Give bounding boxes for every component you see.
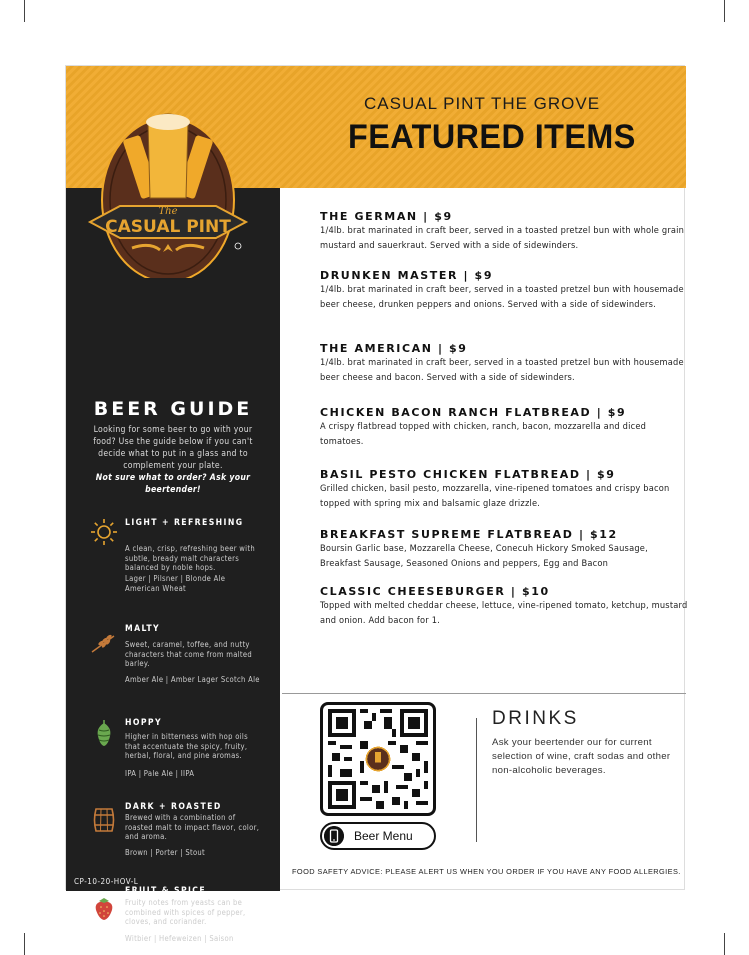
crop-mark bbox=[724, 933, 725, 955]
logo-the-text: The bbox=[158, 206, 178, 217]
menu-item bbox=[320, 210, 690, 253]
crop-mark bbox=[724, 0, 725, 22]
category-examples: Amber Ale | Amber Lager Scotch Ale bbox=[125, 675, 260, 684]
food-safety-notice: FOOD SAFETY ADVICE: PLEASE ALERT US WHEN YOU ORDER IF YOU HAVE ANY FOOD ALLERGIES. bbox=[292, 867, 681, 876]
drinks-divider bbox=[476, 718, 477, 842]
category-name: DARK + ROASTED bbox=[125, 802, 222, 812]
category-description: A clean, crisp, refreshing beer with subtle, bready malt characters balanced by noble hops. bbox=[125, 544, 255, 573]
menu-item-description: Grilled chicken, basil pesto, mozzarella, vine-ripened tomatoes and crispy bacon topped with spring mix and balsamic glaze drizzle. bbox=[320, 483, 670, 509]
beer-guide-ask-text: Not sure what to order? Ask your beertender! bbox=[95, 473, 251, 495]
beer-category-light bbox=[90, 518, 270, 598]
menu-item bbox=[320, 585, 690, 628]
qr-code-icon bbox=[327, 709, 429, 809]
category-examples: Brown | Porter | Stout bbox=[125, 848, 206, 857]
beer-guide-sidebar bbox=[66, 188, 280, 943]
menu-item-description: 1/4lb. brat marinated in craft beer, served in a toasted pretzel bun with housemade beer cheese and bacon. Served with a side of sidewinders. bbox=[320, 357, 684, 383]
menu-item-title: CLASSIC CHEESEBURGER | $10 bbox=[320, 585, 550, 598]
beer-guide-intro-text: Looking for some beer to go with your food? Use the guide below if you can't decide what to put in a glass and to complement your plate. bbox=[93, 425, 253, 471]
menu-item-title: DRUNKEN MASTER | $9 bbox=[320, 269, 494, 282]
category-name: HOPPY bbox=[125, 718, 162, 728]
location-name: CASUAL PINT THE GROVE bbox=[364, 94, 601, 113]
document-code: CP-10-20-HOV-L bbox=[74, 877, 139, 886]
menu-item-title: BREAKFAST SUPREME FLATBREAD | $12 bbox=[320, 528, 618, 541]
menu-item bbox=[320, 406, 690, 449]
menu-item-description: Boursin Garlic base, Mozzarella Cheese, Conecuh Hickory Smoked Sausage, Breakfast Sausage, Seasoned Onions and peppers, Egg and Bacon bbox=[320, 543, 648, 569]
menu-item bbox=[320, 342, 690, 385]
beer-menu-label: Beer Menu bbox=[354, 829, 413, 843]
beer-menu-button[interactable] bbox=[320, 822, 436, 850]
section-divider bbox=[282, 693, 686, 694]
logo-brand-text: CASUAL PINT bbox=[105, 217, 231, 237]
beer-category-dark bbox=[90, 802, 270, 862]
category-examples: Lager | Pilsner | Blonde Ale American Wheat bbox=[125, 574, 226, 593]
menu-item-title: THE GERMAN | $9 bbox=[320, 210, 453, 223]
category-examples: Witbier | Hefeweizen | Saison bbox=[125, 934, 234, 943]
wheat-icon bbox=[90, 628, 118, 656]
beer-guide-title: BEER GUIDE bbox=[93, 398, 253, 420]
category-description: Higher in bitterness with hop oils that accentuate the spicy, fruity, herbal, floral, and pine aromas. bbox=[125, 732, 248, 761]
category-name: MALTY bbox=[125, 624, 161, 634]
hop-icon bbox=[90, 720, 118, 748]
menu-item bbox=[320, 528, 690, 571]
category-description: Brewed with a combination of roasted malt to impact flavor, color, and aroma. bbox=[125, 813, 260, 842]
beer-category-hoppy bbox=[90, 718, 270, 778]
menu-item-title: BASIL PESTO CHICKEN FLATBREAD | $9 bbox=[320, 468, 616, 481]
category-name: FRUIT & SPICE bbox=[125, 886, 207, 896]
menu-item-description: 1/4lb. brat marinated in craft beer, served in a toasted pretzel bun with whole grain mustard and sauerkraut. Served with a side of sidewinders. bbox=[320, 225, 685, 251]
category-description: Fruity notes from yeasts can be combined with spices of pepper, cloves, and coriander. bbox=[125, 898, 246, 927]
beer-category-malty bbox=[90, 624, 270, 694]
sun-icon bbox=[90, 518, 118, 546]
menu-item bbox=[320, 269, 690, 312]
menu-page bbox=[65, 65, 688, 943]
beer-menu-qr-code[interactable] bbox=[320, 702, 436, 816]
menu-item-title: THE AMERICAN | $9 bbox=[320, 342, 468, 355]
beer-category-fruit bbox=[90, 886, 270, 946]
barrel-icon bbox=[90, 806, 118, 834]
phone-icon bbox=[324, 826, 344, 846]
drinks-description: Ask your beertender our for current selection of wine, craft sodas and other non-alcoholic beverages. bbox=[492, 737, 671, 776]
crop-mark bbox=[24, 933, 25, 955]
page-title: FEATURED ITEMS bbox=[348, 118, 636, 156]
category-description: Sweet, caramel, toffee, and nutty characters that come from malted barley. bbox=[125, 640, 253, 669]
beer-guide-intro bbox=[88, 424, 258, 496]
menu-item-description: Topped with melted cheddar cheese, lettuce, vine-ripened tomato, ketchup, mustard and onion. Add bacon for 1. bbox=[320, 600, 688, 626]
drinks-title: DRINKS bbox=[492, 708, 579, 729]
menu-item-description: A crispy flatbread topped with chicken, ranch, bacon, mozzarella and diced tomatoes. bbox=[320, 421, 647, 447]
strawberry-icon bbox=[90, 894, 118, 922]
crop-mark bbox=[24, 0, 25, 22]
menu-item-description: 1/4lb. brat marinated in craft beer, served in a toasted pretzel bun with housemade beer cheese, drunken peppers and onions. Served with a side of sidewinders. bbox=[320, 284, 684, 310]
menu-item bbox=[320, 468, 690, 511]
category-name: LIGHT + REFRESHING bbox=[125, 518, 244, 528]
menu-item-title: CHICKEN BACON RANCH FLATBREAD | $9 bbox=[320, 406, 627, 419]
casual-pint-logo bbox=[86, 88, 276, 278]
category-examples: IPA | Pale Ale | IIPA bbox=[125, 769, 195, 778]
